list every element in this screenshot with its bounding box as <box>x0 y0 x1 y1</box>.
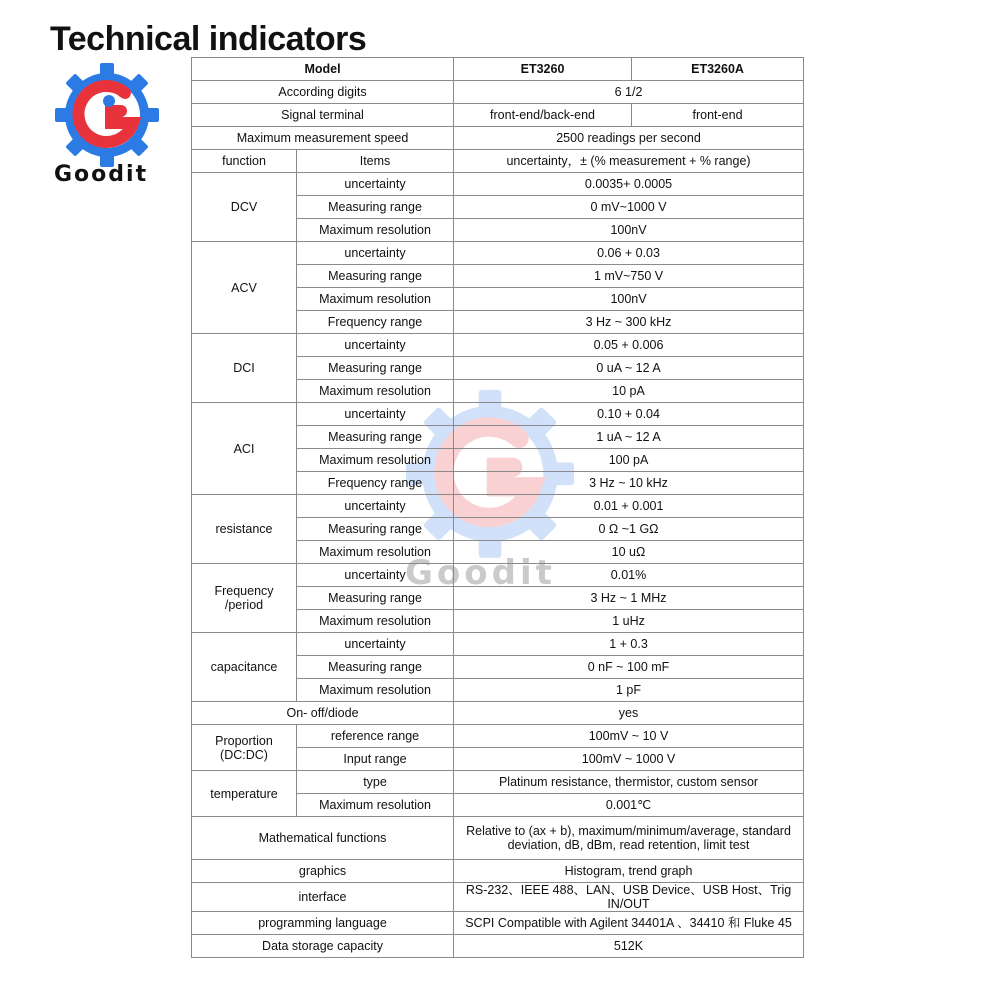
spec-item: Maximum resolution <box>297 449 454 472</box>
storage-label: Data storage capacity <box>192 935 454 958</box>
language-value: SCPI Compatible with Agilent 34401A 、34410 和 Fluke 45 <box>454 912 804 935</box>
spec-item: Frequency range <box>297 311 454 334</box>
spec-item: Measuring range <box>297 357 454 380</box>
table-row <box>192 127 804 150</box>
onoff-label: On- off/diode <box>192 702 454 725</box>
spec-value: 1 uA ~ 12 A <box>454 426 804 449</box>
temperature-value: 0.001℃ <box>454 794 804 817</box>
math-value: Relative to (ax + b), maximum/minimum/average, standard deviation, dB, dBm, read retention, limit test <box>454 817 804 860</box>
table-row <box>192 564 804 587</box>
function-group-label: ACV <box>192 242 297 334</box>
spec-item: Measuring range <box>297 265 454 288</box>
interface-value: RS-232、IEEE 488、LAN、USB Device、USB Host、Trig IN/OUT <box>454 883 804 912</box>
spec-value: 0 mV~1000 V <box>454 196 804 219</box>
onoff-value: yes <box>454 702 804 725</box>
table-row <box>192 633 804 656</box>
spec-item: uncertainty <box>297 633 454 656</box>
page-title: Technical indicators <box>50 20 367 58</box>
proportion-item: reference range <box>297 725 454 748</box>
graphics-value: Histogram, trend graph <box>454 860 804 883</box>
function-group-label: resistance <box>192 495 297 564</box>
uncertainty-header: uncertainty，± (% measurement + % range) <box>454 150 804 173</box>
interface-label: interface <box>192 883 454 912</box>
signal-et3260: front-end/back-end <box>454 104 632 127</box>
speed-label: Maximum measurement speed <box>192 127 454 150</box>
spec-item: Measuring range <box>297 426 454 449</box>
signal-et3260a: front-end <box>632 104 804 127</box>
model-label: Model <box>192 58 454 81</box>
temperature-item: type <box>297 771 454 794</box>
table-row <box>192 173 804 196</box>
table-row <box>192 860 804 883</box>
graphics-label: graphics <box>192 860 454 883</box>
spec-value: 100nV <box>454 288 804 311</box>
function-group-label: DCI <box>192 334 297 403</box>
spec-value: 0 nF ~ 100 mF <box>454 656 804 679</box>
function-group-label: Frequency /period <box>192 564 297 633</box>
function-group-label: ACI <box>192 403 297 495</box>
spec-item: Maximum resolution <box>297 219 454 242</box>
spec-value: 3 Hz ~ 300 kHz <box>454 311 804 334</box>
watermark-wordmark: Goodit <box>405 553 556 593</box>
table-row <box>192 883 804 912</box>
proportion-item: Input range <box>297 748 454 771</box>
spec-value: 0.01% <box>454 564 804 587</box>
spec-value: 3 Hz ~ 10 kHz <box>454 472 804 495</box>
spec-item: Maximum resolution <box>297 288 454 311</box>
math-label: Mathematical functions <box>192 817 454 860</box>
table-row <box>192 334 804 357</box>
spec-item: uncertainty <box>297 495 454 518</box>
table-row <box>192 150 804 173</box>
items-header: Items <box>297 150 454 173</box>
table-row <box>192 81 804 104</box>
spec-item: uncertainty <box>297 334 454 357</box>
model-et3260: ET3260 <box>454 58 632 81</box>
spec-item: uncertainty <box>297 173 454 196</box>
spec-item: uncertainty <box>297 403 454 426</box>
proportion-label: Proportion (DC:DC) <box>192 725 297 771</box>
table-row <box>192 104 804 127</box>
signal-label: Signal terminal <box>192 104 454 127</box>
spec-value: 0 Ω ~1 GΩ <box>454 518 804 541</box>
logo-wordmark: Goodit <box>54 162 149 187</box>
storage-value: 512K <box>454 935 804 958</box>
function-group-label: capacitance <box>192 633 297 702</box>
table-row <box>192 403 804 426</box>
function-header: function <box>192 150 297 173</box>
table-row <box>192 725 804 748</box>
spec-item: Measuring range <box>297 587 454 610</box>
spec-value: 0.06 + 0.03 <box>454 242 804 265</box>
spec-item: Maximum resolution <box>297 610 454 633</box>
spec-value: 10 uΩ <box>454 541 804 564</box>
model-et3260a: ET3260A <box>632 58 804 81</box>
temperature-value: Platinum resistance, thermistor, custom sensor <box>454 771 804 794</box>
proportion-value: 100mV ~ 10 V <box>454 725 804 748</box>
spec-value: 0 uA ~ 12 A <box>454 357 804 380</box>
proportion-value: 100mV ~ 1000 V <box>454 748 804 771</box>
digits-label: According digits <box>192 81 454 104</box>
table-row <box>192 242 804 265</box>
spec-item: uncertainty <box>297 242 454 265</box>
spec-value: 100 pA <box>454 449 804 472</box>
table-row <box>192 817 804 860</box>
spec-value: 10 pA <box>454 380 804 403</box>
spec-item: Measuring range <box>297 656 454 679</box>
spec-value: 3 Hz ~ 1 MHz <box>454 587 804 610</box>
spec-item: uncertainty <box>297 564 454 587</box>
table-row <box>192 912 804 935</box>
spec-value: 0.05 + 0.006 <box>454 334 804 357</box>
table-row <box>192 495 804 518</box>
table-row <box>192 702 804 725</box>
table-row <box>192 935 804 958</box>
temperature-label: temperature <box>192 771 297 817</box>
spec-value: 100nV <box>454 219 804 242</box>
temperature-item: Maximum resolution <box>297 794 454 817</box>
spec-item: Maximum resolution <box>297 380 454 403</box>
spec-value: 1 uHz <box>454 610 804 633</box>
spec-item: Frequency range <box>297 472 454 495</box>
function-group-label: DCV <box>192 173 297 242</box>
spec-table <box>191 57 804 958</box>
spec-item: Measuring range <box>297 196 454 219</box>
spec-value: 1 mV~750 V <box>454 265 804 288</box>
spec-value: 1 pF <box>454 679 804 702</box>
digits-value: 6 1/2 <box>454 81 804 104</box>
table-row <box>192 771 804 794</box>
speed-value: 2500 readings per second <box>454 127 804 150</box>
table-row <box>192 58 804 81</box>
spec-item: Measuring range <box>297 518 454 541</box>
spec-value: 1 + 0.3 <box>454 633 804 656</box>
spec-item: Maximum resolution <box>297 541 454 564</box>
language-label: programming language <box>192 912 454 935</box>
spec-value: 0.01 + 0.001 <box>454 495 804 518</box>
spec-value: 0.10 + 0.04 <box>454 403 804 426</box>
spec-value: 0.0035+ 0.0005 <box>454 173 804 196</box>
spec-item: Maximum resolution <box>297 679 454 702</box>
